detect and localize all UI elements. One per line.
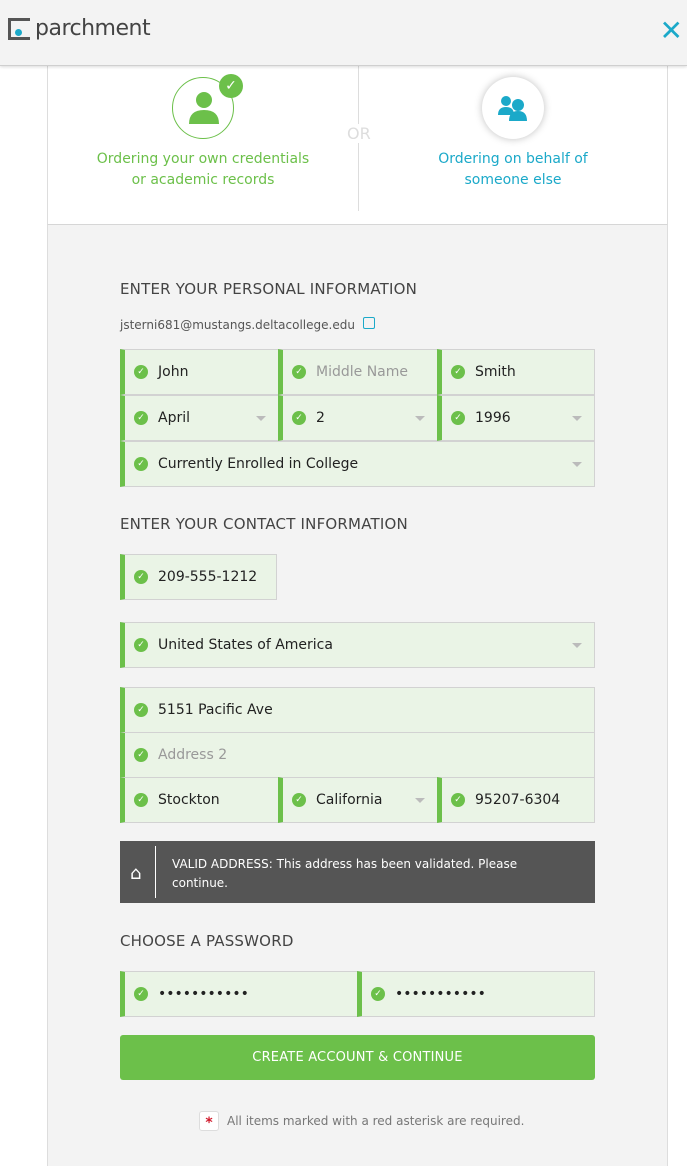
check-icon: ✓ <box>134 748 148 762</box>
middle-name-placeholder: Middle Name <box>316 364 408 380</box>
home-icon: ⌂ <box>130 863 142 884</box>
enrollment-status-select[interactable] <box>120 441 595 487</box>
confirm-password-value: ••••••••••• <box>395 986 486 1002</box>
check-icon: ✓ <box>134 411 148 425</box>
check-icon: ✓ <box>134 570 148 584</box>
day-value: 2 <box>316 410 325 426</box>
check-icon: ✓ <box>134 457 148 471</box>
other-label-1: Ordering on behalf of <box>438 151 588 167</box>
parchment-logo[interactable] <box>8 16 150 41</box>
chevron-down-icon <box>256 416 266 421</box>
asterisk-icon: * <box>199 1111 219 1131</box>
order-type-chooser <box>47 66 668 225</box>
check-icon: ✓ <box>134 793 148 807</box>
personal-heading: ENTER YOUR PERSONAL INFORMATION <box>120 280 418 298</box>
close-icon[interactable]: ✕ <box>659 14 683 47</box>
year-value: 1996 <box>475 410 511 426</box>
first-name-value: John <box>158 364 189 380</box>
country-value: United States of America <box>158 637 333 653</box>
chevron-down-icon <box>572 462 582 467</box>
other-label-2: someone else <box>464 172 562 188</box>
country-select[interactable] <box>120 622 595 668</box>
chevron-down-icon <box>415 798 425 803</box>
or-label: OR <box>347 124 371 143</box>
people-icon <box>482 77 544 139</box>
middle-name-input[interactable] <box>278 349 438 395</box>
check-icon: ✓ <box>371 987 385 1001</box>
logo-text: parchment <box>35 16 151 41</box>
birth-month-select[interactable] <box>120 395 279 441</box>
required-note <box>199 1111 524 1131</box>
password-input[interactable] <box>120 971 358 1017</box>
status-value: Currently Enrolled in College <box>158 456 359 472</box>
check-icon: ✓ <box>134 703 148 717</box>
confirm-password-input[interactable] <box>357 971 595 1017</box>
required-note-text: All items marked with a red asterisk are required. <box>227 1114 525 1128</box>
check-icon: ✓ <box>451 365 465 379</box>
address2-input[interactable] <box>120 732 595 778</box>
phone-input[interactable] <box>120 554 277 600</box>
month-value: April <box>158 410 190 426</box>
chevron-down-icon <box>415 416 425 421</box>
last-name-value: Smith <box>475 364 516 380</box>
birth-year-select[interactable] <box>437 395 595 441</box>
address1-value: 5151 Pacific Ave <box>158 702 273 718</box>
check-icon: ✓ <box>134 365 148 379</box>
own-label-1: Ordering your own credentials <box>96 151 310 167</box>
city-input[interactable] <box>120 777 279 823</box>
check-icon: ✓ <box>292 365 306 379</box>
phone-value: 209-555-1212 <box>158 569 258 585</box>
city-value: Stockton <box>158 792 220 808</box>
own-label-2: or academic records <box>131 172 275 188</box>
zip-value: 95207-6304 <box>475 792 561 808</box>
last-name-input[interactable] <box>437 349 595 395</box>
option-own-credentials[interactable] <box>48 66 358 224</box>
check-icon: ✓ <box>134 987 148 1001</box>
state-select[interactable] <box>278 777 438 823</box>
zip-input[interactable] <box>437 777 595 823</box>
password-heading: CHOOSE A PASSWORD <box>120 932 294 950</box>
password-value: ••••••••••• <box>158 986 249 1002</box>
address2-placeholder: Address 2 <box>158 747 228 763</box>
chevron-down-icon <box>572 416 582 421</box>
person-check-icon: ✓ <box>172 77 234 139</box>
check-icon: ✓ <box>292 793 306 807</box>
chevron-down-icon <box>572 643 582 648</box>
address-valid-notice <box>120 841 595 903</box>
option-on-behalf[interactable] <box>358 66 668 224</box>
check-icon: ✓ <box>451 793 465 807</box>
check-icon: ✓ <box>451 411 465 425</box>
address1-input[interactable] <box>120 687 595 733</box>
check-icon: ✓ <box>292 411 306 425</box>
email-text: jsterni681@mustangs.deltacollege.edu <box>120 318 355 332</box>
notice-text: VALID ADDRESS: This address has been validated. Please continue. <box>172 857 518 890</box>
first-name-input[interactable] <box>120 349 279 395</box>
logo-mark-icon <box>8 18 30 40</box>
state-value: California <box>316 792 383 808</box>
edit-icon[interactable] <box>363 317 375 329</box>
birth-day-select[interactable] <box>278 395 438 441</box>
contact-heading: ENTER YOUR CONTACT INFORMATION <box>120 515 408 533</box>
check-icon: ✓ <box>134 638 148 652</box>
header <box>0 0 687 66</box>
create-account-button[interactable]: CREATE ACCOUNT & CONTINUE <box>120 1035 595 1080</box>
